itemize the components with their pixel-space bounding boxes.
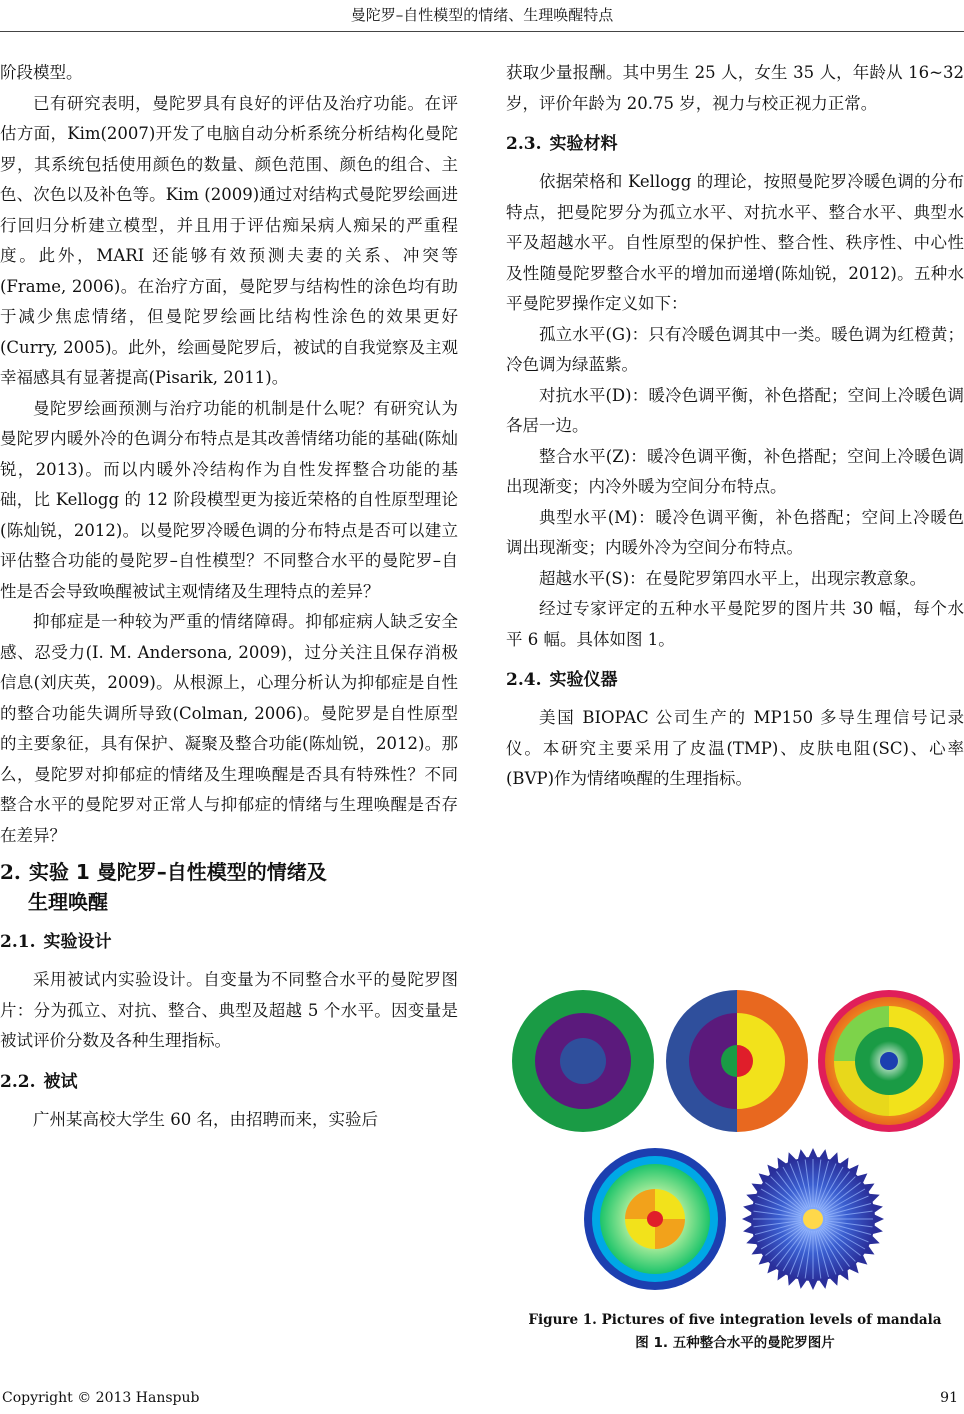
footer-page-number: 91 — [940, 1390, 958, 1406]
section-heading-2-2: 2.2. 被试 — [0, 1071, 78, 1092]
section-heading-2-3: 2.3. 实验材料 — [506, 134, 618, 154]
paragraph: 依据荣格和 Kellogg 的理论，按照曼陀罗冷暖色调的分布特点，把曼陀罗分为孤立水平、对抗水平、整合水平、典型水平及超越水平。自性原型的保护性、整合性、秩序性、中心性及性随曼陀罗整合水平的增加而递增(陈灿锐，2012)。五种水平曼陀罗操作定义如下： — [506, 172, 964, 313]
paragraph: 对抗水平(D)：暖冷色调平衡，补色搭配；空间上冷暖色调各居一边。 — [506, 385, 964, 435]
paragraph: 已有研究表明，曼陀罗具有良好的评估及治疗功能。在评估方面，Kim(2007)开发了电脑自动分析系统分析结构化曼陀罗，其系统包括使用颜色的数量、颜色范围、颜色的组合、主色、次色以及补色等。Kim (2009)通过对结构式曼陀罗绘画进行回归分析建立模型，并且用于评估痴呆病人痴呆的严重程度。此外，MARI 还能够有效预测夫妻的关系、冲突等(Frame, 2006)。在治疗方面，曼陀罗与结构性的涂色均有助于减少焦虑情绪，但曼陀罗绘画比结构性涂色的效果更好(Curry, 2005)。此外，绘画曼陀罗后，被试的自我觉察及主观幸福感具有显著提高(Pisarik, 2011)。 — [0, 93, 459, 387]
paragraph: 抑郁症是一种较为严重的情绪障碍。抑郁症病人缺乏安全感、忍受力(I. M. Andersona, 2009)，过分关注且保存消极信息(刘庆英，2009)。从根源上，心理分析认为抑郁症是自性的整合功能失调所导致(Colman, 2006)。曼陀罗是自性原型的主要象征，具有保护、凝聚及整合功能(陈灿锐，2012)。那么，曼陀罗对抑郁症的情绪及生理唤醒是否具有特殊性？不同整合水平的曼陀罗对正常人与抑郁症的情绪与生理唤醒是否存在差异？ — [0, 612, 458, 845]
mandala-typical — [582, 1146, 728, 1292]
mandala-transcendent — [740, 1146, 886, 1292]
figure-caption-zh: 图 1. 五种整合水平的曼陀罗图片 — [635, 1335, 835, 1351]
section-heading-2-4: 2.4. 实验仪器 — [506, 670, 618, 690]
section-title-line1: 实验 1 曼陀罗–自性模型的情绪及 — [28, 860, 327, 884]
paragraph: 经过专家评定的五种水平曼陀罗的图片共 30 幅，每个水平 6 幅。具体如图 1。 — [506, 599, 964, 649]
right-column — [506, 58, 964, 795]
paragraph: 阶段模型。 — [0, 63, 83, 82]
figure-mandalas — [506, 988, 964, 1300]
mandala-integration — [816, 988, 962, 1134]
section-heading-2-1: 2.1. 实验设计 — [0, 932, 112, 952]
paragraph: 广州某高校大学生 60 名，由招聘而来，实验后 — [33, 1109, 378, 1129]
section-number: 2. — [0, 860, 21, 884]
paragraph: 超越水平(S)：在曼陀罗第四水平上，出现宗教意象。 — [539, 568, 927, 588]
section-heading-2 — [0, 857, 458, 917]
paragraph: 曼陀罗绘画预测与治疗功能的机制是什么呢？有研究认为曼陀罗内暖外冷的色调分布特点是其改善情绪功能的基础(陈灿锐，2013)。而以内暖外冷结构作为自性发挥整合功能的基础，比 Kellogg 的 12 阶段模型更为接近荣格的自性原型理论(陈灿锐，2012)。以曼陀罗冷暖色调的分布特点是否可以建立评估整合功能的曼陀罗–自性模型？不同整合水平的曼陀罗–自性是否会导致唤醒被试主观情绪及生理特点的差异？ — [0, 398, 458, 601]
paragraph: 获取少量报酬。其中男生 25 人，女生 35 人，年龄从 16~32 岁，评价年龄为 20.75 岁，视力与校正视力正常。 — [506, 63, 964, 113]
paragraph: 孤立水平(G)：只有冷暖色调其中一类。暖色调为红橙黄；冷色调为绿蓝紫。 — [506, 324, 964, 374]
figure-caption-en: Figure 1. Pictures of five integration levels of mandala — [528, 1312, 942, 1328]
paragraph: 整合水平(Z)：暖冷色调平衡，补色搭配；空间上冷暖色调出现渐变；内冷外暖为空间分布特点。 — [506, 446, 964, 496]
paragraph: 采用被试内实验设计。自变量为不同整合水平的曼陀罗图片：分为孤立、对抗、整合、典型及超越 5 个水平。因变量是被试评价分数及各种生理指标。 — [0, 970, 458, 1050]
mandala-isolated — [510, 988, 656, 1134]
paragraph: 美国 BIOPAC 公司生产的 MP150 多导生理信号记录仪。本研究主要采用了皮温(TMP)、皮肤电阻(SC)、心率(BVP)作为情绪唤醒的生理指标。 — [506, 708, 964, 788]
paragraph: 典型水平(M)：暖冷色调平衡，补色搭配；空间上冷暖色调出现渐变；内暖外冷为空间分布特点。 — [506, 507, 964, 557]
mandala-opposing — [664, 988, 810, 1134]
section-title-line2: 生理唤醒 — [28, 890, 108, 914]
left-column — [0, 58, 458, 1135]
running-header: 曼陀罗–自性模型的情绪、生理唤醒特点 — [350, 6, 614, 24]
header-rule — [0, 31, 964, 32]
footer-copyright: Copyright © 2013 Hanspub — [2, 1390, 200, 1406]
